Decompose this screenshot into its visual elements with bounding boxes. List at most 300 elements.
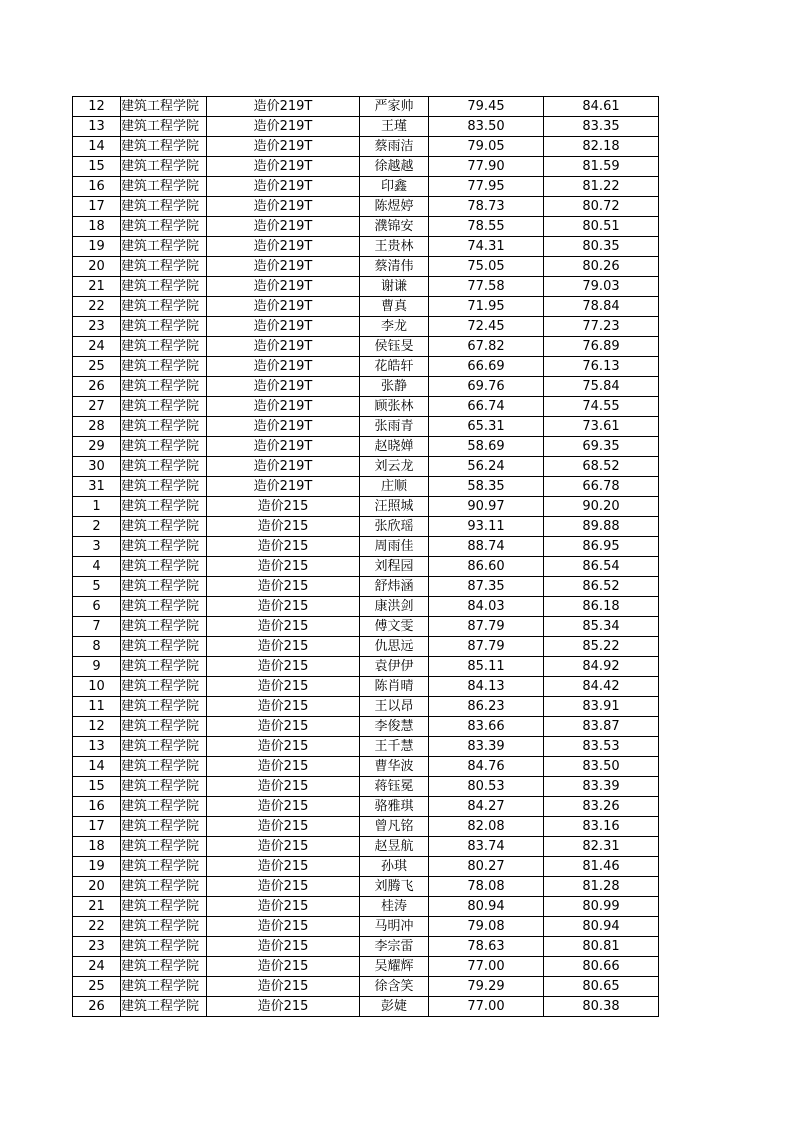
college-cell: 建筑工程学院 — [121, 777, 207, 797]
class-cell: 造价215 — [207, 637, 360, 657]
row-number-cell: 20 — [73, 257, 121, 277]
class-cell: 造价219T — [207, 337, 360, 357]
row-number-cell: 17 — [73, 197, 121, 217]
college-cell: 建筑工程学院 — [121, 437, 207, 457]
score-1-cell: 78.73 — [429, 197, 544, 217]
table-row — [73, 737, 659, 757]
row-number-cell: 12 — [73, 97, 121, 117]
student-name-cell: 曹真 — [360, 297, 429, 317]
table-row — [73, 97, 659, 117]
row-number-cell: 15 — [73, 157, 121, 177]
class-cell: 造价219T — [207, 317, 360, 337]
score-2-cell: 73.61 — [544, 417, 659, 437]
table-row — [73, 357, 659, 377]
row-number-cell: 13 — [73, 117, 121, 137]
class-cell: 造价215 — [207, 957, 360, 977]
row-number-cell: 31 — [73, 477, 121, 497]
row-number-cell: 30 — [73, 457, 121, 477]
score-2-cell: 79.03 — [544, 277, 659, 297]
class-cell: 造价219T — [207, 117, 360, 137]
row-number-cell: 20 — [73, 877, 121, 897]
student-name-cell: 刘腾飞 — [360, 877, 429, 897]
row-number-cell: 12 — [73, 717, 121, 737]
table-row — [73, 897, 659, 917]
class-cell: 造价219T — [207, 397, 360, 417]
score-2-cell: 86.95 — [544, 537, 659, 557]
score-2-cell: 86.54 — [544, 557, 659, 577]
table-row — [73, 657, 659, 677]
college-cell: 建筑工程学院 — [121, 97, 207, 117]
table-row — [73, 397, 659, 417]
table-row — [73, 297, 659, 317]
student-name-cell: 李龙 — [360, 317, 429, 337]
class-cell: 造价219T — [207, 97, 360, 117]
row-number-cell: 16 — [73, 177, 121, 197]
row-number-cell: 13 — [73, 737, 121, 757]
student-name-cell: 张欣瑶 — [360, 517, 429, 537]
class-cell: 造价215 — [207, 657, 360, 677]
score-2-cell: 80.35 — [544, 237, 659, 257]
row-number-cell: 28 — [73, 417, 121, 437]
class-cell: 造价215 — [207, 517, 360, 537]
score-1-cell: 87.35 — [429, 577, 544, 597]
row-number-cell: 19 — [73, 857, 121, 877]
row-number-cell: 10 — [73, 677, 121, 697]
student-name-cell: 孙琪 — [360, 857, 429, 877]
score-1-cell: 77.58 — [429, 277, 544, 297]
table-row — [73, 857, 659, 877]
score-2-cell: 78.84 — [544, 297, 659, 317]
table-row — [73, 957, 659, 977]
college-cell: 建筑工程学院 — [121, 797, 207, 817]
score-2-cell: 84.92 — [544, 657, 659, 677]
class-cell: 造价215 — [207, 497, 360, 517]
score-1-cell: 87.79 — [429, 637, 544, 657]
score-1-cell: 88.74 — [429, 537, 544, 557]
college-cell: 建筑工程学院 — [121, 137, 207, 157]
table-row — [73, 997, 659, 1017]
college-cell: 建筑工程学院 — [121, 817, 207, 837]
score-2-cell: 86.18 — [544, 597, 659, 617]
score-2-cell: 68.52 — [544, 457, 659, 477]
row-number-cell: 25 — [73, 977, 121, 997]
table-row — [73, 417, 659, 437]
score-1-cell: 80.53 — [429, 777, 544, 797]
score-2-cell: 80.38 — [544, 997, 659, 1017]
score-2-cell: 66.78 — [544, 477, 659, 497]
score-1-cell: 79.45 — [429, 97, 544, 117]
class-cell: 造价215 — [207, 697, 360, 717]
class-cell: 造价219T — [207, 237, 360, 257]
college-cell: 建筑工程学院 — [121, 917, 207, 937]
college-cell: 建筑工程学院 — [121, 397, 207, 417]
score-2-cell: 81.22 — [544, 177, 659, 197]
score-2-cell: 85.34 — [544, 617, 659, 637]
college-cell: 建筑工程学院 — [121, 597, 207, 617]
student-name-cell: 李俊慧 — [360, 717, 429, 737]
table-row — [73, 837, 659, 857]
score-2-cell: 74.55 — [544, 397, 659, 417]
score-1-cell: 66.69 — [429, 357, 544, 377]
row-number-cell: 14 — [73, 757, 121, 777]
score-2-cell: 82.18 — [544, 137, 659, 157]
score-1-cell: 86.60 — [429, 557, 544, 577]
college-cell: 建筑工程学院 — [121, 237, 207, 257]
student-name-cell: 康洪剑 — [360, 597, 429, 617]
class-cell: 造价215 — [207, 877, 360, 897]
class-cell: 造价219T — [207, 137, 360, 157]
row-number-cell: 18 — [73, 217, 121, 237]
score-1-cell: 84.13 — [429, 677, 544, 697]
score-1-cell: 71.95 — [429, 297, 544, 317]
table-row — [73, 137, 659, 157]
row-number-cell: 11 — [73, 697, 121, 717]
student-name-cell: 刘云龙 — [360, 457, 429, 477]
row-number-cell: 6 — [73, 597, 121, 617]
score-1-cell: 56.24 — [429, 457, 544, 477]
class-cell: 造价215 — [207, 997, 360, 1017]
score-2-cell: 81.28 — [544, 877, 659, 897]
score-1-cell: 79.29 — [429, 977, 544, 997]
class-cell: 造价215 — [207, 817, 360, 837]
class-cell: 造价219T — [207, 257, 360, 277]
class-cell: 造价215 — [207, 557, 360, 577]
student-name-cell: 王瑾 — [360, 117, 429, 137]
score-1-cell: 84.03 — [429, 597, 544, 617]
grades-table — [72, 96, 659, 1017]
college-cell: 建筑工程学院 — [121, 977, 207, 997]
college-cell: 建筑工程学院 — [121, 837, 207, 857]
score-1-cell: 77.90 — [429, 157, 544, 177]
table-row — [73, 797, 659, 817]
score-1-cell: 78.55 — [429, 217, 544, 237]
class-cell: 造价219T — [207, 217, 360, 237]
score-1-cell: 83.66 — [429, 717, 544, 737]
score-1-cell: 78.08 — [429, 877, 544, 897]
student-name-cell: 周雨佳 — [360, 537, 429, 557]
table-row — [73, 757, 659, 777]
college-cell: 建筑工程学院 — [121, 377, 207, 397]
college-cell: 建筑工程学院 — [121, 417, 207, 437]
table-row — [73, 557, 659, 577]
row-number-cell: 3 — [73, 537, 121, 557]
class-cell: 造价219T — [207, 377, 360, 397]
student-name-cell: 严家帅 — [360, 97, 429, 117]
student-name-cell: 蔡雨洁 — [360, 137, 429, 157]
college-cell: 建筑工程学院 — [121, 957, 207, 977]
row-number-cell: 19 — [73, 237, 121, 257]
student-name-cell: 侯钰旻 — [360, 337, 429, 357]
table-row — [73, 677, 659, 697]
table-row — [73, 437, 659, 457]
class-cell: 造价219T — [207, 457, 360, 477]
student-name-cell: 陈煜婷 — [360, 197, 429, 217]
score-1-cell: 77.00 — [429, 957, 544, 977]
student-name-cell: 袁伊伊 — [360, 657, 429, 677]
score-2-cell: 80.94 — [544, 917, 659, 937]
college-cell: 建筑工程学院 — [121, 337, 207, 357]
score-1-cell: 79.05 — [429, 137, 544, 157]
student-name-cell: 徐含笑 — [360, 977, 429, 997]
score-2-cell: 83.39 — [544, 777, 659, 797]
row-number-cell: 25 — [73, 357, 121, 377]
college-cell: 建筑工程学院 — [121, 757, 207, 777]
score-1-cell: 84.76 — [429, 757, 544, 777]
row-number-cell: 27 — [73, 397, 121, 417]
score-2-cell: 83.53 — [544, 737, 659, 757]
score-2-cell: 90.20 — [544, 497, 659, 517]
table-row — [73, 937, 659, 957]
table-row — [73, 117, 659, 137]
score-2-cell: 80.99 — [544, 897, 659, 917]
table-row — [73, 197, 659, 217]
score-2-cell: 80.81 — [544, 937, 659, 957]
class-cell: 造价215 — [207, 977, 360, 997]
row-number-cell: 1 — [73, 497, 121, 517]
score-2-cell: 69.35 — [544, 437, 659, 457]
student-name-cell: 汪照城 — [360, 497, 429, 517]
college-cell: 建筑工程学院 — [121, 717, 207, 737]
student-name-cell: 顾张林 — [360, 397, 429, 417]
score-1-cell: 87.79 — [429, 617, 544, 637]
score-2-cell: 82.31 — [544, 837, 659, 857]
college-cell: 建筑工程学院 — [121, 177, 207, 197]
college-cell: 建筑工程学院 — [121, 737, 207, 757]
table-row — [73, 237, 659, 257]
table-row — [73, 177, 659, 197]
score-1-cell: 83.50 — [429, 117, 544, 137]
college-cell: 建筑工程学院 — [121, 197, 207, 217]
score-2-cell: 77.23 — [544, 317, 659, 337]
college-cell: 建筑工程学院 — [121, 997, 207, 1017]
score-1-cell: 80.27 — [429, 857, 544, 877]
row-number-cell: 4 — [73, 557, 121, 577]
college-cell: 建筑工程学院 — [121, 897, 207, 917]
score-1-cell: 85.11 — [429, 657, 544, 677]
college-cell: 建筑工程学院 — [121, 497, 207, 517]
college-cell: 建筑工程学院 — [121, 457, 207, 477]
college-cell: 建筑工程学院 — [121, 857, 207, 877]
score-2-cell: 80.51 — [544, 217, 659, 237]
score-1-cell: 77.00 — [429, 997, 544, 1017]
table-row — [73, 877, 659, 897]
class-cell: 造价215 — [207, 537, 360, 557]
row-number-cell: 22 — [73, 297, 121, 317]
row-number-cell: 23 — [73, 317, 121, 337]
row-number-cell: 7 — [73, 617, 121, 637]
class-cell: 造价215 — [207, 917, 360, 937]
score-1-cell: 65.31 — [429, 417, 544, 437]
student-name-cell: 傅文雯 — [360, 617, 429, 637]
college-cell: 建筑工程学院 — [121, 577, 207, 597]
score-1-cell: 80.94 — [429, 897, 544, 917]
student-name-cell: 桂涛 — [360, 897, 429, 917]
college-cell: 建筑工程学院 — [121, 617, 207, 637]
class-cell: 造价219T — [207, 157, 360, 177]
class-cell: 造价219T — [207, 297, 360, 317]
score-1-cell: 79.08 — [429, 917, 544, 937]
score-1-cell: 74.31 — [429, 237, 544, 257]
class-cell: 造价215 — [207, 717, 360, 737]
score-1-cell: 69.76 — [429, 377, 544, 397]
student-name-cell: 王以昂 — [360, 697, 429, 717]
table-row — [73, 777, 659, 797]
score-2-cell: 80.65 — [544, 977, 659, 997]
table-row — [73, 697, 659, 717]
score-1-cell: 86.23 — [429, 697, 544, 717]
table-row — [73, 817, 659, 837]
class-cell: 造价215 — [207, 797, 360, 817]
score-1-cell: 66.74 — [429, 397, 544, 417]
row-number-cell: 8 — [73, 637, 121, 657]
class-cell: 造价215 — [207, 837, 360, 857]
row-number-cell: 21 — [73, 277, 121, 297]
score-2-cell: 85.22 — [544, 637, 659, 657]
row-number-cell: 24 — [73, 957, 121, 977]
row-number-cell: 5 — [73, 577, 121, 597]
class-cell: 造价219T — [207, 357, 360, 377]
row-number-cell: 26 — [73, 997, 121, 1017]
student-name-cell: 赵晓婵 — [360, 437, 429, 457]
class-cell: 造价215 — [207, 737, 360, 757]
score-1-cell: 58.35 — [429, 477, 544, 497]
student-name-cell: 赵昱航 — [360, 837, 429, 857]
row-number-cell: 24 — [73, 337, 121, 357]
student-name-cell: 陈肖晴 — [360, 677, 429, 697]
row-number-cell: 22 — [73, 917, 121, 937]
student-name-cell: 王千慧 — [360, 737, 429, 757]
class-cell: 造价215 — [207, 857, 360, 877]
class-cell: 造价215 — [207, 897, 360, 917]
college-cell: 建筑工程学院 — [121, 517, 207, 537]
college-cell: 建筑工程学院 — [121, 677, 207, 697]
college-cell: 建筑工程学院 — [121, 357, 207, 377]
college-cell: 建筑工程学院 — [121, 217, 207, 237]
table-row — [73, 717, 659, 737]
student-name-cell: 徐越越 — [360, 157, 429, 177]
table-row — [73, 617, 659, 637]
score-1-cell: 78.63 — [429, 937, 544, 957]
score-2-cell: 83.35 — [544, 117, 659, 137]
class-cell: 造价219T — [207, 477, 360, 497]
row-number-cell: 14 — [73, 137, 121, 157]
score-1-cell: 72.45 — [429, 317, 544, 337]
student-name-cell: 李宗雷 — [360, 937, 429, 957]
class-cell: 造价219T — [207, 417, 360, 437]
class-cell: 造价215 — [207, 777, 360, 797]
table-row — [73, 377, 659, 397]
score-2-cell: 76.13 — [544, 357, 659, 377]
row-number-cell: 15 — [73, 777, 121, 797]
student-name-cell: 王贵林 — [360, 237, 429, 257]
class-cell: 造价219T — [207, 197, 360, 217]
score-2-cell: 84.42 — [544, 677, 659, 697]
table-row — [73, 217, 659, 237]
class-cell: 造价219T — [207, 177, 360, 197]
score-2-cell: 83.26 — [544, 797, 659, 817]
table-row — [73, 337, 659, 357]
student-name-cell: 张静 — [360, 377, 429, 397]
row-number-cell: 18 — [73, 837, 121, 857]
college-cell: 建筑工程学院 — [121, 297, 207, 317]
student-name-cell: 印鑫 — [360, 177, 429, 197]
student-name-cell: 蔡清伟 — [360, 257, 429, 277]
score-2-cell: 81.46 — [544, 857, 659, 877]
row-number-cell: 2 — [73, 517, 121, 537]
score-2-cell: 83.91 — [544, 697, 659, 717]
score-2-cell: 89.88 — [544, 517, 659, 537]
score-2-cell: 76.89 — [544, 337, 659, 357]
student-name-cell: 庄顺 — [360, 477, 429, 497]
score-1-cell: 67.82 — [429, 337, 544, 357]
table-row — [73, 257, 659, 277]
row-number-cell: 16 — [73, 797, 121, 817]
student-name-cell: 吴耀辉 — [360, 957, 429, 977]
student-name-cell: 张雨青 — [360, 417, 429, 437]
score-2-cell: 80.26 — [544, 257, 659, 277]
score-2-cell: 83.50 — [544, 757, 659, 777]
college-cell: 建筑工程学院 — [121, 257, 207, 277]
row-number-cell: 21 — [73, 897, 121, 917]
score-2-cell: 83.87 — [544, 717, 659, 737]
student-name-cell: 花皓轩 — [360, 357, 429, 377]
table-row — [73, 157, 659, 177]
score-1-cell: 83.39 — [429, 737, 544, 757]
score-2-cell: 80.66 — [544, 957, 659, 977]
row-number-cell: 9 — [73, 657, 121, 677]
table-row — [73, 577, 659, 597]
class-cell: 造价219T — [207, 437, 360, 457]
student-name-cell: 曾凡铭 — [360, 817, 429, 837]
row-number-cell: 23 — [73, 937, 121, 957]
score-2-cell: 84.61 — [544, 97, 659, 117]
row-number-cell: 17 — [73, 817, 121, 837]
score-2-cell: 81.59 — [544, 157, 659, 177]
table-row — [73, 497, 659, 517]
student-name-cell: 谢谦 — [360, 277, 429, 297]
class-cell: 造价215 — [207, 577, 360, 597]
student-name-cell: 舒炜涵 — [360, 577, 429, 597]
grades-table-body — [73, 97, 659, 1017]
score-2-cell: 86.52 — [544, 577, 659, 597]
student-name-cell: 仇思远 — [360, 637, 429, 657]
college-cell: 建筑工程学院 — [121, 637, 207, 657]
table-row — [73, 277, 659, 297]
college-cell: 建筑工程学院 — [121, 537, 207, 557]
college-cell: 建筑工程学院 — [121, 317, 207, 337]
score-1-cell: 75.05 — [429, 257, 544, 277]
score-2-cell: 75.84 — [544, 377, 659, 397]
class-cell: 造价219T — [207, 277, 360, 297]
score-1-cell: 83.74 — [429, 837, 544, 857]
college-cell: 建筑工程学院 — [121, 697, 207, 717]
class-cell: 造价215 — [207, 677, 360, 697]
college-cell: 建筑工程学院 — [121, 157, 207, 177]
student-name-cell: 濮锦安 — [360, 217, 429, 237]
table-row — [73, 537, 659, 557]
score-1-cell: 93.11 — [429, 517, 544, 537]
class-cell: 造价215 — [207, 757, 360, 777]
score-1-cell: 82.08 — [429, 817, 544, 837]
score-1-cell: 58.69 — [429, 437, 544, 457]
student-name-cell: 刘程园 — [360, 557, 429, 577]
college-cell: 建筑工程学院 — [121, 557, 207, 577]
student-name-cell: 骆雅琪 — [360, 797, 429, 817]
score-2-cell: 83.16 — [544, 817, 659, 837]
college-cell: 建筑工程学院 — [121, 477, 207, 497]
student-name-cell: 蒋钰冕 — [360, 777, 429, 797]
class-cell: 造价215 — [207, 617, 360, 637]
